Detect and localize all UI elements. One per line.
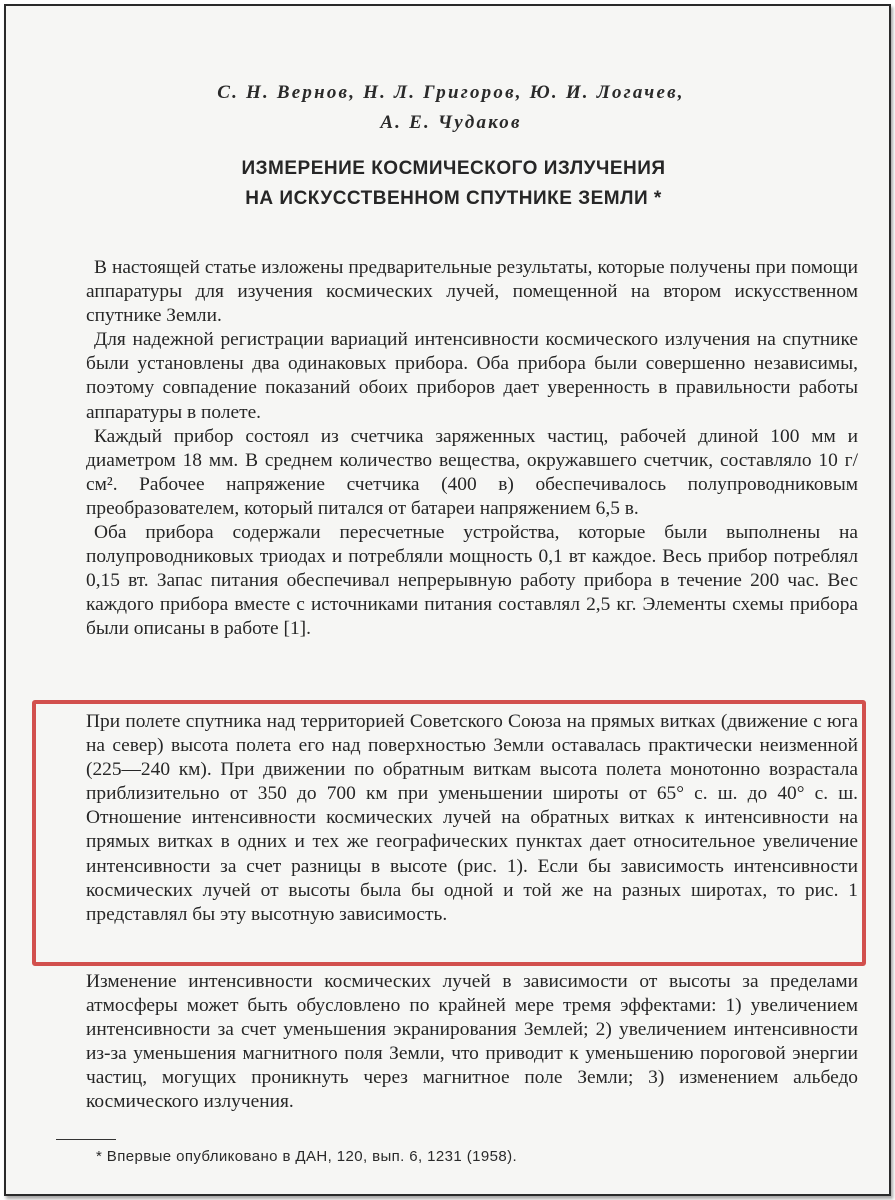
title-line-1: ИЗМЕРЕНИЕ КОСМИЧЕСКОГО ИЗЛУЧЕНИЯ — [241, 158, 666, 179]
paragraph-two-devices: Для надежной регистрации вариаций интенсивности космического излучения на спутнике были установлены два одинаковых прибора. Оба прибора были совершенно независимы, поэтому совпадение показаний обоих приборов дает уверенность в правильности работы аппаратуры в полете. — [86, 329, 858, 423]
footnote-rule — [56, 1139, 116, 1140]
article-body-upper — [86, 256, 858, 642]
footnote: * Впервые опубликовано в ДАН, 120, вып. 6, 1231 (1958). — [96, 1148, 518, 1165]
scanned-page — [4, 4, 891, 1196]
article-title — [126, 154, 781, 214]
paragraph-effects: Изменение интенсивности космических лучей в зависимости от высоты за пределами атмосферы может быть обусловлено по крайней мере тремя эффектами: 1) увеличением интенсивности за счет уменьшения экранирования Землей; 2) увеличением интенсивности из-за уменьшения магнитного поля Земли, что приводит к уменьшению пороговой энергии частиц, могущих проникнуть через магнитное поле Земли; 3) изменением альбедо космического излучения. — [86, 971, 858, 1113]
article-body-lower — [86, 970, 858, 1115]
paragraph-scalers: Оба прибора содержали пересчетные устройства, которые были выполнены на полупроводниковых триодах и потребляли мощность 0,1 вт каждое. Весь прибор потреблял 0,15 вт. Запас питания обеспечивал непрерывную работу прибора в течение 200 час. Вес каждого прибора вместе с источниками питания составлял 2,5 кг. Элементы схемы прибора были описаны в работе [1]. — [86, 522, 858, 640]
authors-line-2: А. Е. Чудаков — [380, 112, 522, 133]
paragraph-highlighted-altitude: При полете спутника над территорией Советского Союза на прямых витках (движение с юга на север) высота полета его над поверхностью Земли оставалась практически неизменной (225—240 км). При движении по обратным виткам высота полета монотонно возрастала приблизительно от 350 до 700 км при уменьшении широты от 65° с. ш. до 40° с. ш. Отношение интенсивности космических лучей на обратных витках к интенсивности на прямых витках в одних и тех же географических пунктах дает относительное увеличение интенсивности за счет разницы в высоте (рис. 1). Если бы зависимость интенсивности космических лучей от высоты была бы одной и той же на разных широтах, то рис. 1 представлял бы эту высотную зависимость. — [86, 711, 858, 925]
authors — [106, 78, 796, 138]
authors-line-1: С. Н. Вернов, Н. Л. Григоров, Ю. И. Логачев, — [217, 82, 685, 103]
paragraph-intro: В настоящей статье изложены предварительные результаты, которые получены при помощи аппаратуры для изучения космических лучей, помещенной на втором искусственном спутнике Земли. — [86, 257, 858, 327]
highlighted-region — [32, 700, 866, 966]
paragraph-counter: Каждый прибор состоял из счетчика заряженных частиц, рабочей длиной 100 мм и диаметром 18 мм. В среднем количество вещества, окружавшего счетчик, составляло 10 г/см². Рабочее напряжение счетчика (400 в) обеспечивалось полупроводниковым преобразователем, который питался от батареи напряжением 6,5 в. — [86, 425, 858, 519]
title-line-2: НА ИСКУССТВЕННОМ СПУТНИКЕ ЗЕМЛИ * — [245, 188, 662, 209]
